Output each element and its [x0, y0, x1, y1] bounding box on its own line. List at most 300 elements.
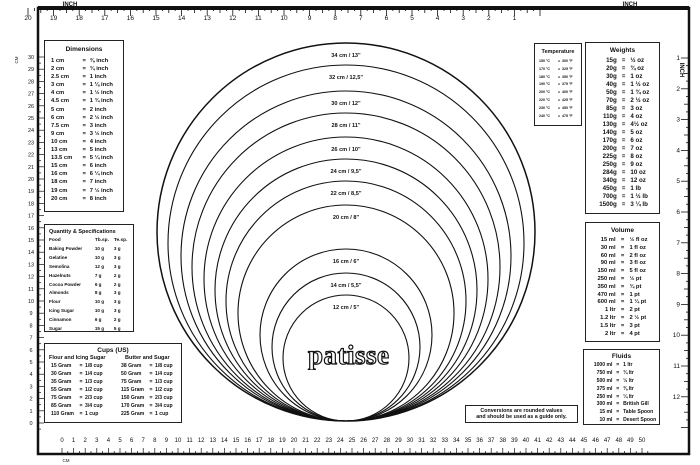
table-cell: 10 g — [94, 299, 105, 305]
top-ruler-label: 20 — [24, 15, 32, 22]
table-row — [45, 170, 123, 178]
table-cell: 400 °F — [562, 90, 573, 95]
quantity-title: Quantity & Specifications — [49, 229, 116, 235]
table-cell: 4 cm — [51, 90, 65, 97]
right-ruler-label: 1 — [676, 55, 680, 62]
circle-label: 24 cm / 9,5" — [330, 169, 362, 175]
table-cell: 110g — [602, 113, 617, 120]
table-cell: 1 oz — [630, 73, 643, 80]
table-cell: 5 ¼ inch — [89, 155, 113, 162]
table-cell: 2 cm — [51, 66, 65, 73]
table-cell: = — [149, 363, 153, 369]
table-row — [45, 298, 133, 307]
quantity-header-cell: Food — [49, 238, 61, 243]
table-cell: 1000 ml — [593, 362, 613, 368]
circle-label: 22 cm / 8,5" — [330, 191, 362, 197]
table-row — [45, 81, 123, 89]
table-cell: 19 cm — [51, 187, 68, 194]
top-ruler-label: 7 — [358, 15, 363, 22]
table-cell: 3 ¼ lb — [630, 201, 648, 208]
temperature-table — [535, 58, 581, 120]
table-cell: 2/3 cup — [155, 395, 173, 401]
table-row — [45, 187, 123, 195]
table-cell: 6 cm — [51, 114, 65, 121]
dimensions-table — [45, 57, 123, 203]
table-cell: 1/2 cup — [85, 387, 103, 393]
table-cell: Icing Sugar — [49, 308, 75, 314]
table-cell: = — [621, 185, 626, 192]
table-row — [115, 402, 185, 410]
table-row — [115, 370, 185, 378]
table-row — [535, 105, 581, 113]
table-cell: 3 inch — [89, 122, 107, 129]
table-row — [586, 177, 659, 185]
table-cell: 115 Gram — [121, 387, 144, 393]
table-cell: = — [621, 89, 626, 96]
table-row — [45, 272, 133, 281]
table-row — [584, 401, 659, 409]
circle-label: 16 cm / 6" — [332, 259, 360, 265]
table-row — [45, 178, 123, 186]
bottom-ruler-label: 50 — [638, 438, 646, 444]
table-cell: = — [620, 314, 625, 321]
table-cell: 5 cm — [51, 106, 65, 113]
table-cell: = — [620, 244, 625, 251]
table-cell: 250g — [602, 161, 617, 168]
table-cell: 15 cm — [51, 163, 68, 170]
table-cell: 230 °C — [539, 105, 551, 110]
table-cell: 3 fl oz — [629, 260, 646, 267]
table-cell: = — [621, 177, 626, 184]
table-row — [586, 299, 659, 307]
table-cell: 140g — [602, 129, 617, 136]
left-ruler-label: 30 — [27, 55, 35, 61]
table-row — [115, 410, 185, 418]
table-cell: 3 g — [113, 308, 121, 314]
left-ruler-label: 28 — [27, 79, 35, 86]
table-row — [45, 154, 123, 162]
table-cell: 3 g — [113, 299, 121, 305]
table-cell: = — [149, 395, 153, 401]
note-line-2: and should be used as a guide only. — [476, 414, 567, 420]
table-cell: = — [557, 105, 561, 110]
table-cell: 5 g — [113, 326, 121, 332]
table-cell: = — [620, 237, 625, 243]
right-ruler-label: 4 — [676, 147, 680, 155]
table-row — [535, 81, 581, 89]
bottom-ruler-label: 1 — [71, 438, 76, 444]
table-cell: 4.5 cm — [51, 98, 70, 105]
left-ruler-label: 6 — [29, 347, 33, 354]
table-cell: = — [616, 362, 620, 368]
table-cell: 1 ⅛ inch — [89, 82, 113, 89]
table-cell: = — [620, 291, 625, 298]
table-cell: = — [616, 409, 620, 416]
table-row — [535, 97, 581, 105]
table-cell: 3 pt — [629, 322, 640, 329]
table-row — [586, 81, 659, 89]
table-cell: 2 ½ inch — [89, 114, 113, 121]
table-cell: = — [557, 66, 561, 71]
cups-title: Cups (US) — [97, 347, 129, 354]
table-cell: = — [621, 73, 626, 80]
table-cell: 7.5 cm — [51, 122, 70, 129]
table-row — [586, 105, 659, 113]
table-cell: = — [620, 299, 625, 306]
left-ruler-label: 19 — [27, 189, 35, 196]
table-cell: 3/4 cup — [155, 403, 173, 409]
top-ruler-label: 2 — [486, 15, 491, 22]
table-cell: 20g — [606, 65, 617, 72]
table-cell: 9 cm — [51, 130, 65, 137]
volume-table — [586, 237, 659, 338]
table-cell: 3 ½ inch — [89, 130, 113, 137]
table-cell: 1/2 cup — [155, 387, 173, 393]
top-ruler-label: 9 — [307, 15, 312, 22]
table-row — [45, 138, 123, 146]
table-cell: 18 cm — [51, 179, 68, 186]
table-cell: 40g — [606, 81, 617, 88]
circle-guide — [215, 159, 477, 421]
bottom-ruler-label: 19 — [279, 438, 286, 444]
left-ruler-label: 14 — [27, 250, 35, 257]
cups-panel — [44, 343, 182, 423]
bottom-ruler-label: 43 — [557, 438, 565, 444]
table-cell: 7 inch — [89, 179, 107, 186]
table-row — [584, 362, 659, 370]
table-cell: 475 °F — [562, 113, 573, 118]
table-cell: 6 g — [94, 281, 102, 287]
table-cell: 3/4 cup — [85, 403, 103, 409]
left-ruler-label: 11 — [28, 286, 34, 293]
bottom-ruler-label: 0 — [60, 438, 64, 444]
cups-left-table — [45, 362, 115, 418]
table-row — [45, 386, 115, 394]
table-cell: 1 cup — [85, 411, 99, 417]
table-row — [45, 57, 123, 65]
table-cell: 10 g — [94, 254, 105, 260]
table-cell: 10 g — [94, 246, 105, 251]
right-ruler-label: 6 — [676, 209, 680, 216]
bottom-ruler-label: 31 — [418, 438, 425, 444]
table-cell: ½ fl oz — [629, 237, 648, 243]
table-cell: 4½ oz — [630, 121, 648, 128]
table-row — [586, 97, 659, 105]
table-cell: = — [79, 395, 83, 401]
table-row — [45, 122, 123, 130]
table-cell: 2 g — [113, 281, 121, 287]
table-cell: 38 Gram — [121, 363, 142, 369]
table-cell: 1 inch — [89, 74, 107, 81]
table-cell: = — [82, 90, 86, 97]
table-cell: 30 ml — [600, 244, 616, 251]
table-cell: = — [149, 403, 153, 409]
left-ruler-label: 24 — [27, 128, 35, 135]
table-cell: Table Spoon — [623, 409, 654, 416]
left-ruler-label: 23 — [27, 140, 35, 147]
table-cell: 8 inch — [89, 195, 107, 202]
top-ruler-label: 15 — [152, 15, 160, 22]
table-row — [586, 253, 659, 261]
table-cell: = — [82, 130, 86, 137]
quantity-panel — [44, 224, 134, 332]
top-ruler-label: 17 — [101, 15, 109, 22]
table-row — [45, 114, 123, 122]
table-row — [45, 325, 133, 334]
table-cell: 170 Gram — [121, 403, 145, 409]
table-cell: = — [620, 260, 625, 267]
table-cell: 10 g — [94, 308, 105, 314]
table-cell: 2 ½ pt — [629, 314, 647, 321]
table-row — [586, 315, 659, 323]
table-cell: 3 oz — [630, 105, 643, 112]
bottom-ruler-label: 6 — [129, 438, 134, 444]
fluids-panel — [583, 349, 660, 425]
table-row — [586, 185, 659, 193]
table-cell: 2 g — [113, 272, 121, 278]
table-cell: ½ pt — [629, 275, 642, 282]
table-row — [45, 289, 133, 298]
table-row — [586, 57, 659, 65]
weights-title: Weights — [609, 47, 636, 54]
table-row — [45, 146, 123, 154]
right-ruler-label: 7 — [676, 239, 680, 247]
bottom-ruler-label: 16 — [244, 438, 251, 444]
bottom-ruler-label: 48 — [615, 438, 623, 444]
circle-guide — [204, 137, 488, 421]
table-cell: 12 oz — [630, 177, 646, 184]
table-row — [45, 263, 133, 272]
table-cell: = — [616, 385, 620, 392]
table-cell: 75 Gram — [51, 395, 72, 401]
left-ruler-label: 3 — [29, 384, 33, 391]
table-cell: 1/8 cup — [155, 363, 173, 369]
table-cell: 8 g — [94, 290, 102, 296]
bottom-ruler-label: 30 — [406, 438, 414, 444]
circle-label: 12 cm / 5" — [332, 305, 360, 311]
top-ruler-label: 3 — [461, 15, 466, 22]
table-row — [586, 73, 659, 81]
table-row — [45, 394, 115, 402]
table-cell: 425 °F — [562, 97, 573, 102]
bottom-ruler-label: 27 — [371, 438, 379, 444]
table-cell: 240 °C — [539, 113, 551, 118]
table-cell: = — [82, 74, 86, 81]
table-cell: 130g — [602, 121, 617, 128]
table-cell: = — [82, 163, 86, 170]
table-cell: 500 ml — [596, 377, 613, 384]
table-cell: = — [149, 411, 153, 417]
bottom-ruler-label: 23 — [325, 438, 333, 444]
table-row — [535, 74, 581, 82]
table-row — [586, 292, 659, 300]
table-cell: 15 Gram — [51, 363, 72, 369]
table-cell: 350 °F — [562, 74, 573, 79]
table-cell: 12 g — [94, 263, 105, 269]
right-ruler-label: 12 — [672, 393, 680, 401]
bottom-ruler-unit: CM — [62, 458, 70, 463]
right-ruler-label: 3 — [676, 116, 680, 124]
left-ruler-label: 9 — [29, 311, 33, 318]
table-cell: 15 ml — [600, 237, 616, 243]
table-cell: 50g — [606, 89, 617, 96]
table-cell: = — [621, 105, 626, 112]
table-cell: Gelatine — [49, 254, 68, 260]
table-cell: = — [621, 129, 626, 136]
table-cell: 1 ¾ oz — [630, 89, 650, 96]
volume-panel — [585, 222, 660, 342]
table-row — [45, 65, 123, 73]
table-cell: 6 oz — [630, 137, 643, 144]
table-cell: 1 ¾ inch — [89, 98, 113, 105]
table-cell: 200g — [602, 145, 617, 152]
table-row — [45, 402, 115, 410]
table-cell: 30 Gram — [51, 371, 72, 377]
table-cell: 1/4 cup — [155, 371, 173, 377]
table-cell: 6 ¼ inch — [89, 171, 113, 178]
table-cell: 300 ml — [596, 401, 613, 408]
table-cell: 30g — [606, 73, 617, 80]
table-cell: 350 ml — [597, 283, 616, 290]
note-line-1: Conversions are rounded values — [480, 408, 563, 414]
table-cell: = — [149, 387, 153, 393]
table-row — [586, 145, 659, 153]
table-row — [45, 106, 123, 114]
circle-label: 30 cm / 12" — [331, 101, 361, 107]
table-cell: = — [149, 371, 153, 377]
table-row — [586, 137, 659, 145]
table-cell: 150 Gram — [121, 395, 145, 401]
table-cell: 5 oz — [630, 129, 643, 136]
table-cell: 220 °C — [539, 97, 551, 102]
left-ruler-label: 5 — [29, 360, 33, 366]
table-cell: 1 pt — [629, 291, 640, 298]
table-row — [586, 245, 659, 253]
circle-guide — [181, 91, 511, 421]
table-cell: 375 ml — [596, 385, 613, 392]
table-cell: 110 Gram — [51, 411, 74, 417]
table-cell: ¾ oz — [630, 65, 645, 72]
table-row — [586, 153, 659, 161]
table-row — [584, 386, 659, 394]
table-cell: 1/4 cup — [85, 371, 103, 377]
left-ruler-unit: CM — [14, 56, 19, 64]
bottom-ruler-label: 46 — [592, 438, 599, 444]
table-cell: = — [79, 411, 83, 417]
circle-label: 20 cm / 8" — [332, 215, 360, 221]
table-cell: 7 oz — [630, 145, 643, 152]
left-ruler-label: 26 — [27, 103, 35, 110]
table-cell: = — [82, 195, 86, 202]
table-cell: 85 Gram — [51, 403, 72, 409]
table-cell: = — [621, 153, 626, 160]
table-cell: 1/3 cup — [155, 379, 173, 385]
table-row — [45, 370, 115, 378]
table-cell: = — [82, 122, 86, 129]
volume-title: Volume — [611, 227, 634, 234]
table-cell: 85g — [606, 105, 617, 112]
left-ruler-label: 8 — [29, 323, 33, 330]
table-cell: = — [82, 187, 86, 194]
bottom-ruler-label: 17 — [255, 438, 263, 444]
table-row — [584, 394, 659, 402]
table-row — [586, 323, 659, 331]
top-ruler-label: 16 — [126, 15, 135, 22]
table-cell: = — [621, 97, 626, 104]
table-cell: 1 ltr — [623, 362, 633, 368]
table-cell: = — [616, 369, 620, 376]
table-row — [586, 65, 659, 73]
table-cell: 2 fl oz — [629, 252, 646, 259]
table-cell: = — [79, 403, 83, 409]
table-cell: 1 lb — [630, 185, 642, 192]
table-row — [45, 245, 133, 254]
table-row — [586, 237, 659, 245]
table-row — [586, 89, 659, 97]
table-cell: ½ ltr — [623, 377, 634, 384]
table-cell: 200 °C — [539, 90, 551, 95]
right-ruler-label: 11 — [673, 363, 680, 370]
right-ruler-label: 5 — [676, 178, 680, 186]
top-ruler-label: 6 — [384, 15, 389, 22]
table-cell: = — [620, 330, 625, 337]
table-row — [586, 169, 659, 177]
fluids-table — [584, 362, 659, 425]
table-cell: = — [82, 147, 86, 154]
table-row — [584, 370, 659, 378]
table-cell: 3 g — [113, 246, 121, 251]
top-ruler-label: 11 — [255, 15, 262, 22]
table-row — [45, 195, 123, 203]
top-ruler-label: 19 — [49, 15, 58, 22]
table-cell: ¾ pt — [629, 283, 642, 290]
left-ruler-label: 25 — [27, 116, 35, 122]
table-cell: ½ oz — [630, 57, 645, 64]
bottom-ruler-label: 2 — [83, 438, 87, 444]
top-ruler-label: 13 — [203, 15, 211, 22]
table-row — [45, 378, 115, 386]
table-cell: 55 Gram — [51, 387, 72, 393]
table-cell: 3 cm — [51, 82, 65, 89]
table-row — [115, 394, 185, 402]
table-row — [586, 201, 659, 209]
table-row — [45, 162, 123, 170]
table-row — [115, 386, 185, 394]
table-cell: = — [557, 74, 561, 79]
bottom-ruler-label: 3 — [95, 438, 99, 444]
table-cell: = — [616, 401, 620, 408]
table-cell: = — [620, 322, 625, 329]
quantity-header-cell: Tb.sp. — [94, 238, 109, 243]
dimensions-title: Dimensions — [65, 46, 103, 53]
table-cell: 8 oz — [630, 153, 643, 160]
top-ruler-label: 4 — [435, 15, 440, 22]
table-cell: 325 °F — [562, 66, 573, 71]
table-cell: 250 ml — [597, 275, 616, 282]
table-row — [45, 410, 115, 418]
top-ruler-unit: INCH — [62, 2, 78, 8]
table-cell: = — [557, 113, 561, 118]
table-cell: 10 cm — [51, 138, 68, 145]
table-cell: 6 inch — [89, 163, 107, 170]
table-cell: 150 °C — [539, 59, 551, 63]
left-ruler-label: 12 — [27, 274, 35, 281]
table-row — [45, 73, 123, 81]
bottom-ruler-label: 39 — [511, 438, 518, 444]
table-cell: 450g — [602, 185, 617, 192]
left-ruler-label: 2 — [29, 396, 33, 403]
table-cell: 180 °C — [539, 74, 551, 79]
